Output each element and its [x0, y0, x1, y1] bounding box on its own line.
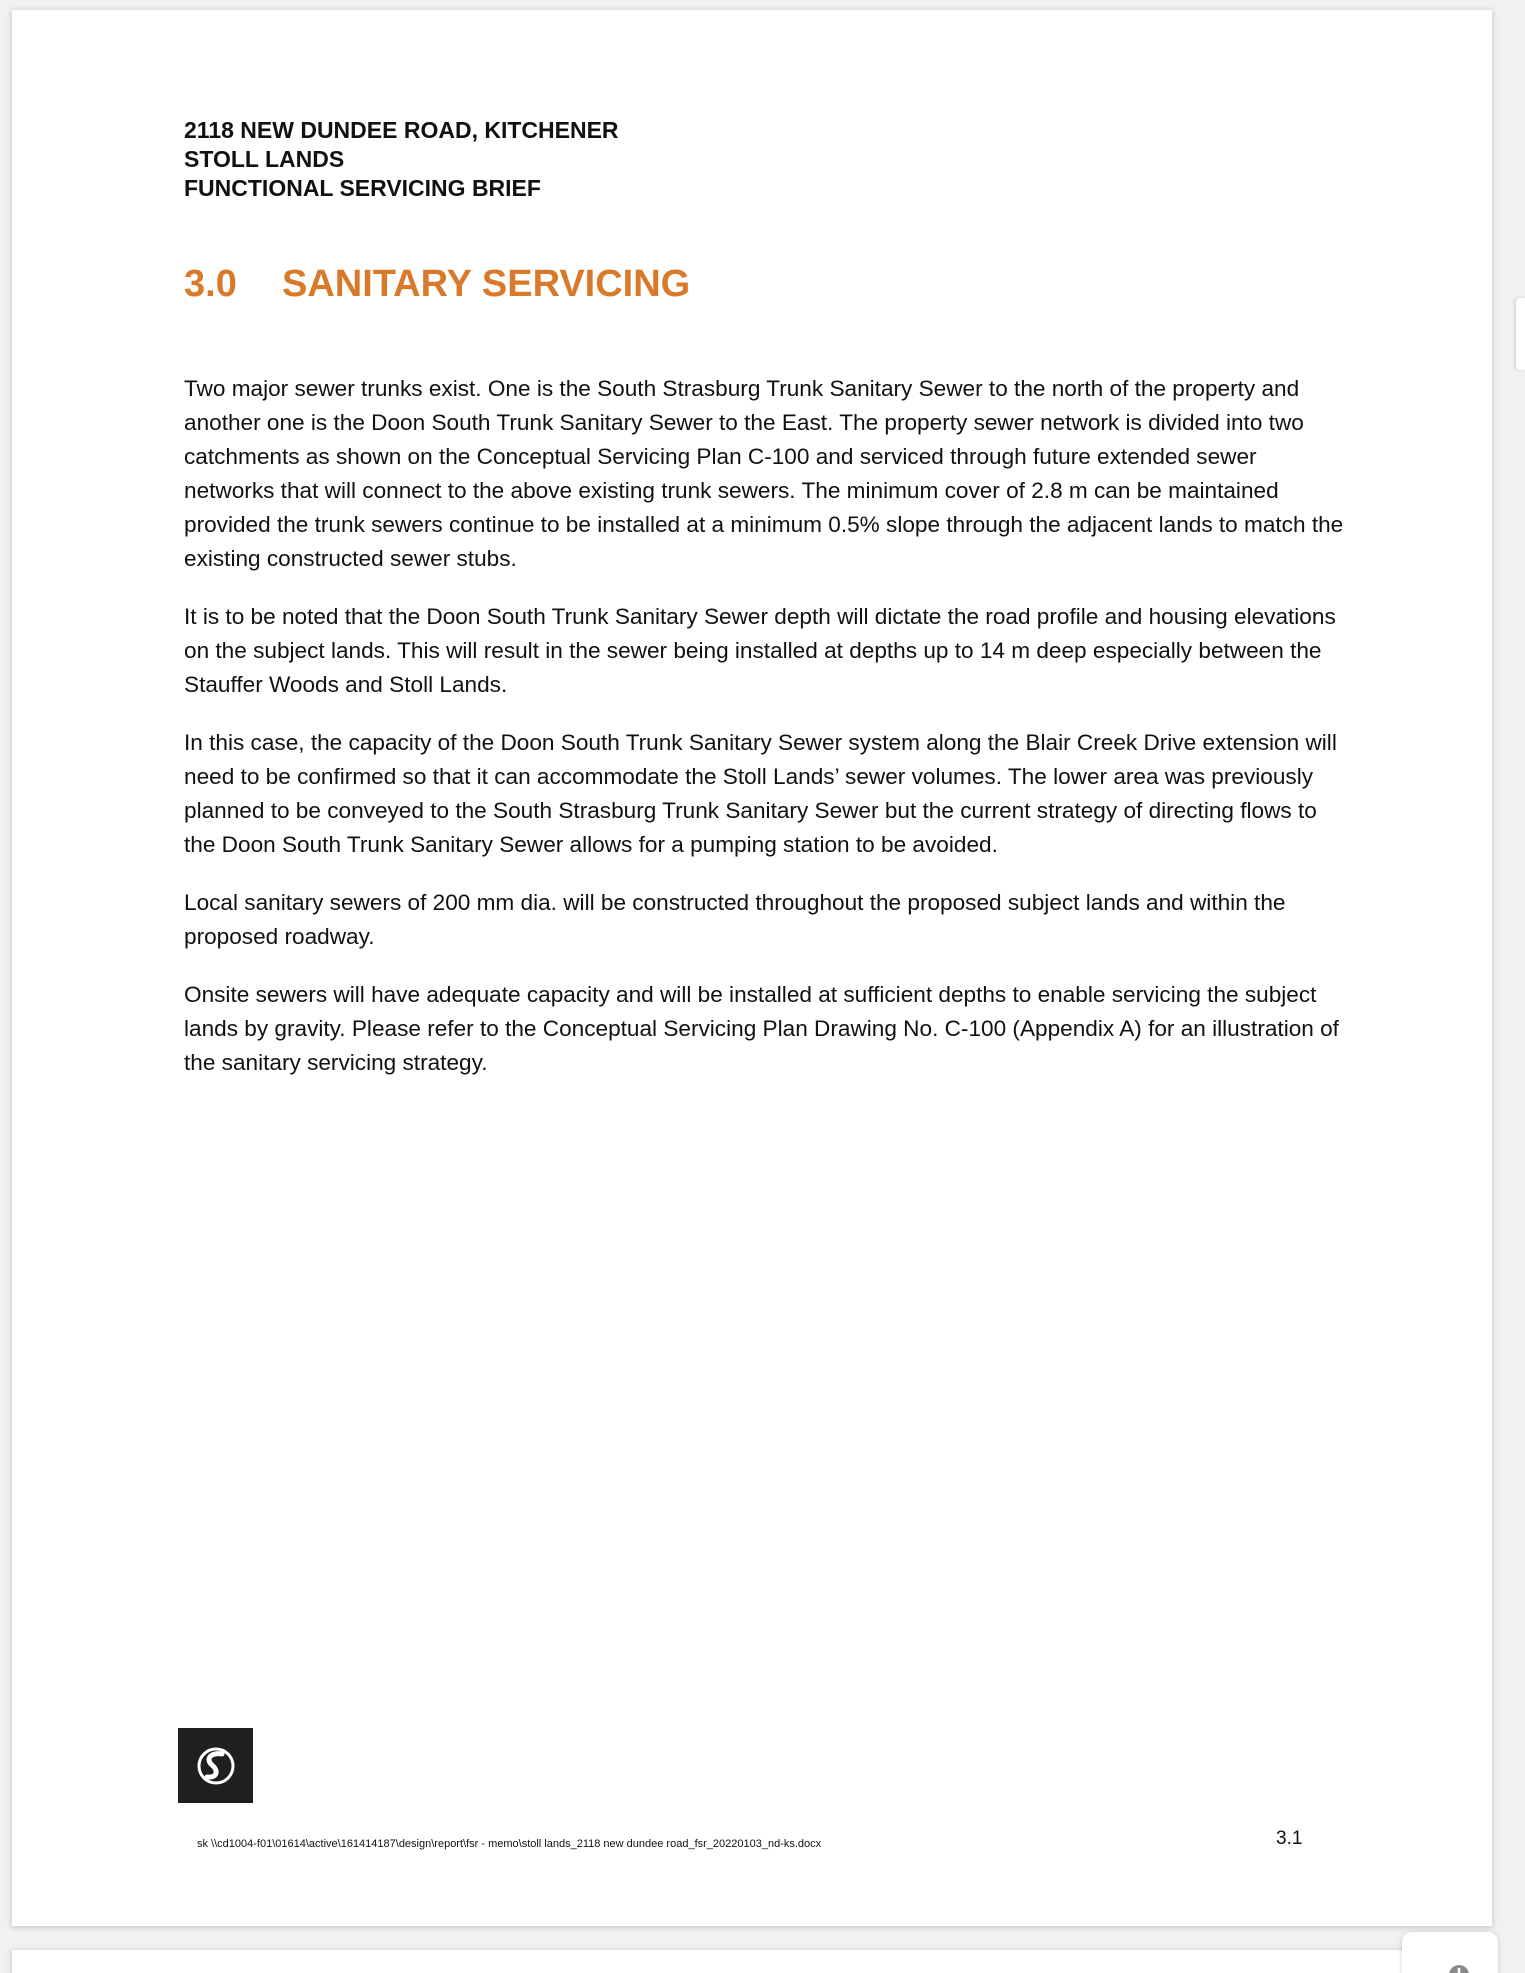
header-report-type: FUNCTIONAL SERVICING BRIEF	[184, 175, 541, 201]
paragraph: Local sanitary sewers of 200 mm dia. will be constructed throughout the proposed subject lands and within the proposed roadway.	[184, 890, 1286, 949]
section-title: SANITARY SERVICING	[282, 263, 691, 305]
stantec-logo-icon	[178, 1728, 253, 1803]
section-body	[184, 372, 1344, 1104]
document-page	[12, 10, 1492, 1926]
section-number: 3.0	[184, 263, 237, 305]
document-header	[184, 116, 619, 203]
paragraph: It is to be noted that the Doon South Trunk Sanitary Sewer depth will dictate the road profile and housing elevations on the subject lands. This will result in the sewer being installed at depths up to 14 m deep especially between the Stauffer Woods and Stoll Lands.	[184, 604, 1336, 697]
add-page-icon	[1402, 1932, 1498, 1973]
add-page-button[interactable]	[1402, 1932, 1498, 1973]
section-heading	[184, 263, 690, 306]
page-number: 3.1	[1276, 1828, 1303, 1849]
header-project: STOLL LANDS	[184, 146, 345, 172]
paragraph: In this case, the capacity of the Doon South Trunk Sanitary Sewer system along the Blair Creek Drive extension will need to be confirmed so that it can accommodate the Stoll Lands’ sewer volumes. The lower area was previously planned to be conveyed to the South Strasburg Trunk Sanitary Sewer but the current strategy of directing flows to the Doon South Trunk Sanitary Sewer allows for a pumping station to be avoided.	[184, 730, 1337, 857]
scroll-handle[interactable]	[1516, 298, 1525, 370]
footer-file-path: sk \\cd1004-f01\01614\active\161414187\design\report\fsr - memo\stoll lands_2118 new dundee road_fsr_20220103_nd-ks.docx	[197, 1838, 822, 1850]
next-page	[12, 1950, 1492, 1973]
paragraph: Two major sewer trunks exist. One is the South Strasburg Trunk Sanitary Sewer to the north of the property and another one is the Doon South Trunk Sanitary Sewer to the East. The property sewer network is divided into two catchments as shown on the Conceptual Servicing Plan C-100 and serviced through future extended sewer networks that will connect to the above existing trunk sewers. The minimum cover of 2.8 m can be maintained provided the trunk sewers continue to be installed at a minimum 0.5% slope through the adjacent lands to match the existing constructed sewer stubs.	[184, 376, 1344, 571]
paragraph: Onsite sewers will have adequate capacity and will be installed at sufficient depths to enable servicing the subject lands by gravity. Please refer to the Conceptual Servicing Plan Drawing No. C-100 (Appendix A) for an illustration of the sanitary servicing strategy.	[184, 982, 1339, 1075]
header-address: 2118 NEW DUNDEE ROAD, KITCHENER	[184, 117, 619, 143]
